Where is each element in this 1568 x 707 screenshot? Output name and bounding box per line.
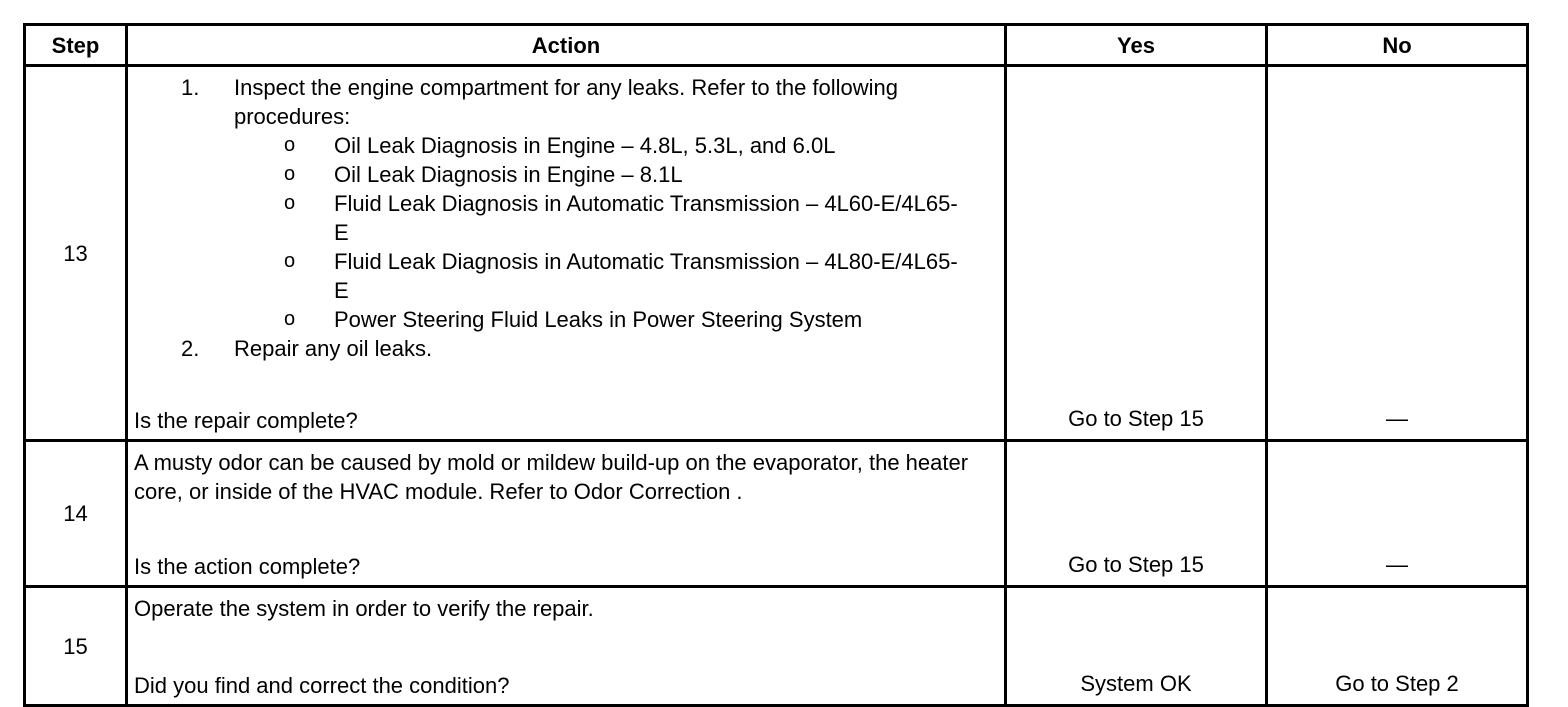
- procedure-link[interactable]: Power Steering Fluid Leaks in Power Steering System: [334, 307, 863, 332]
- list-item: [134, 334, 998, 363]
- no-result: —: [1267, 66, 1528, 441]
- header-action: Action: [127, 25, 1006, 66]
- procedure-sublist: [234, 131, 998, 334]
- action-text: A musty odor can be caused by mold or mildew build-up on the evaporator, the heater core, or inside of the HVAC module. Refer to Odor Correction .: [134, 450, 969, 504]
- table-row: [25, 587, 1528, 706]
- no-result: —: [1267, 441, 1528, 587]
- step-number: 14: [25, 441, 127, 587]
- sub-list-item: [234, 305, 998, 334]
- procedure-link[interactable]: Oil Leak Diagnosis in Engine – 4.8L, 5.3L, and 6.0L: [334, 133, 836, 158]
- bullet-icon: o: [284, 250, 296, 272]
- sub-list-item: [234, 247, 998, 305]
- header-no: No: [1267, 25, 1528, 66]
- action-cell: [127, 441, 1006, 587]
- bullet-icon: o: [284, 134, 296, 156]
- question-text: Is the repair complete?: [134, 408, 358, 433]
- yes-result[interactable]: Go to Step 15: [1006, 441, 1267, 587]
- question-text: Did you find and correct the condition?: [134, 673, 510, 698]
- table-row: [25, 66, 1528, 441]
- action-cell: [127, 66, 1006, 441]
- procedure-link[interactable]: Fluid Leak Diagnosis in Automatic Transmission – 4L60-E/4L65-E: [334, 191, 958, 245]
- procedure-link[interactable]: Oil Leak Diagnosis in Engine – 8.1L: [334, 162, 683, 187]
- no-result[interactable]: Go to Step 2: [1267, 587, 1528, 706]
- sub-list-item: [234, 189, 998, 247]
- yes-result: System OK: [1006, 587, 1267, 706]
- sub-list-item: [234, 160, 998, 189]
- action-text: Operate the system in order to verify the repair.: [134, 596, 594, 621]
- bullet-icon: o: [284, 163, 296, 185]
- header-yes: Yes: [1006, 25, 1267, 66]
- yes-result[interactable]: Go to Step 15: [1006, 66, 1267, 441]
- list-number: 2.: [181, 336, 200, 361]
- step-number: 15: [25, 587, 127, 706]
- diagnostic-table: [23, 23, 1529, 707]
- procedure-text: Repair any oil leaks.: [234, 336, 433, 361]
- list-number: 1.: [181, 75, 200, 100]
- list-item: [134, 73, 998, 334]
- question-text: Is the action complete?: [134, 554, 361, 579]
- procedure-list: [134, 73, 998, 363]
- sub-list-item: [234, 131, 998, 160]
- bullet-icon: o: [284, 308, 296, 330]
- procedure-link[interactable]: Fluid Leak Diagnosis in Automatic Transmission – 4L80-E/4L65-E: [334, 249, 958, 303]
- step-number: 13: [25, 66, 127, 441]
- bullet-icon: o: [284, 192, 296, 214]
- table-row: [25, 441, 1528, 587]
- action-cell: [127, 587, 1006, 706]
- header-step: Step: [25, 25, 127, 66]
- header-row: [25, 25, 1528, 66]
- procedure-text: Inspect the engine compartment for any leaks. Refer to the following procedures:: [234, 75, 899, 129]
